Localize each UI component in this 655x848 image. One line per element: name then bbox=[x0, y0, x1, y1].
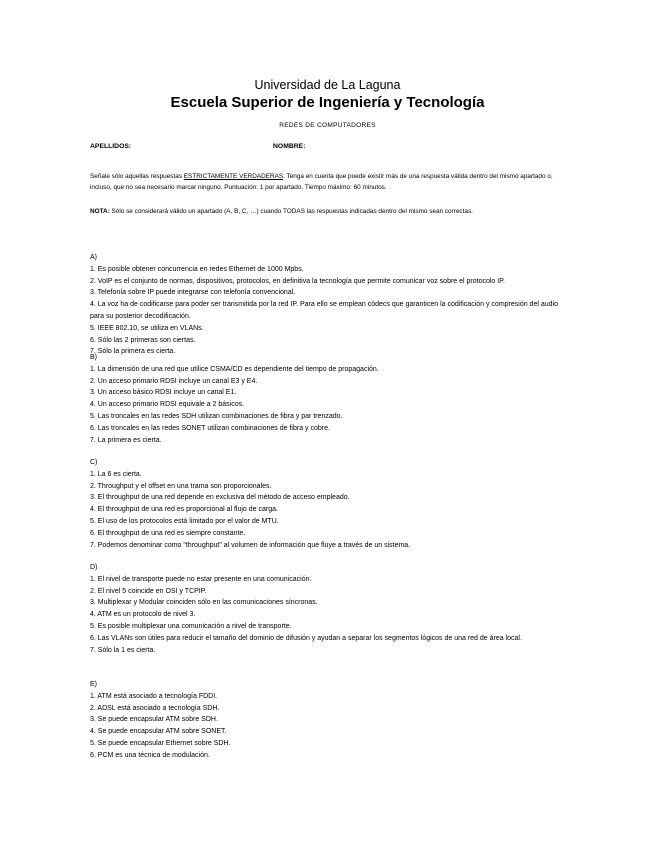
instructions bbox=[90, 171, 565, 193]
school-name: Escuela Superior de Ingeniería y Tecnología bbox=[170, 94, 485, 111]
list-item: 5. IEEE 802.10, se utiliza en VLANs. bbox=[90, 324, 204, 332]
list-item: 3. Telefonía sobre IP puede integrarse con telefonía convencional. bbox=[90, 289, 296, 297]
instructions-suffix: . Tenga en cuenta que puede existir más de una respuesta válida dentro del mismo apartado o, incluso, que no sea necesario marcar ninguno. Puntuación: 1 por apartado. Tiempo máximo: 60 minutos. bbox=[90, 173, 553, 191]
list-item: 4. ATM es un protocolo de nivel 3. bbox=[90, 611, 196, 619]
instructions-emphasis: ESTRICTAMENTE VERDADERAS bbox=[183, 173, 284, 180]
list-item: 6. Las VLANs son útiles para reducir el tamaño del dominio de difusión y ayudan a separar los segmentos lógicos de una red de área local. bbox=[90, 634, 522, 642]
nota-label: NOTA: bbox=[90, 208, 110, 215]
subject-title: REDES DE COMPUTADORES bbox=[279, 122, 376, 129]
list-item: 3. Un acceso básico RDSI incluye un canal E1. bbox=[90, 389, 237, 397]
list-item: 6. Sólo las 2 primeras son ciertas. bbox=[90, 336, 196, 344]
list-item: 4. La voz ha de codificarse para poder ser transmitida por la red IP. Para ello se emplean códecs que garanticen la codificación y compresión del audio para su posterior decodificación. bbox=[90, 301, 558, 320]
list-item: 7. Podemos denominar como "throughput" al volumen de información que fluye a través de un sistema. bbox=[90, 541, 411, 549]
list-item: 6. Las troncales en las redes SONET utilizan combinaciones de fibra y cobre. bbox=[90, 424, 330, 432]
list-item: 4. Un acceso primario RDSI equivale a 2 básicos. bbox=[90, 401, 245, 409]
list-item: 4. Se puede encapsular ATM sobre SONET. bbox=[90, 728, 227, 736]
section-title: A) bbox=[90, 254, 97, 261]
list-item: 4. El throughput de una red es proporcional al flujo de carga. bbox=[90, 506, 278, 514]
section-title: C) bbox=[90, 459, 98, 466]
list-item: 1. La dimensión de una red que utilice CSMA/CD es dependiente del tiempo de propagación. bbox=[90, 365, 379, 373]
list-item: 7. La primera es cierta. bbox=[90, 436, 162, 444]
list-item: 3. El throughput de una red depende en exclusiva del método de acceso empleado. bbox=[90, 494, 350, 502]
section-a bbox=[90, 252, 565, 358]
list-item: 3. Multiplexar y Modular coinciden sólo en las comunicaciones síncronas. bbox=[90, 599, 318, 607]
list-item: 2. Throughput y el offset en una trama son proporcionales. bbox=[90, 482, 272, 490]
section-b bbox=[90, 352, 565, 446]
list-item: 7. Sólo la 1 es cierta. bbox=[90, 646, 156, 654]
section-c bbox=[90, 457, 565, 551]
section-d bbox=[90, 562, 565, 656]
list-item: 1. ATM está asociado a tecnología FDDI. bbox=[90, 692, 218, 700]
section-title: E) bbox=[90, 681, 97, 688]
list-item: 5. El uso de los protocolos está limitado por el valor de MTU. bbox=[90, 517, 279, 525]
list-item: 5. Se puede encapsular Ethernet sobre SDH. bbox=[90, 739, 231, 747]
list-item: 2. VoIP es el conjunto de normas, dispositivos, protocolos, en definitiva la tecnología que permite comunicar voz sobre el protocolo IP. bbox=[90, 277, 505, 285]
section-title: B) bbox=[90, 354, 97, 361]
nota bbox=[90, 206, 565, 217]
list-item: 2. Un acceso primario RDSI incluye un canal E3 y E4. bbox=[90, 377, 258, 385]
apellidos-label: APELLIDOS: bbox=[90, 143, 132, 150]
list-item: 1. La 6 es cierta. bbox=[90, 470, 142, 478]
list-item: 2. El nivel 5 coincide en OSI y TCPIP. bbox=[90, 587, 207, 595]
list-item: 1. Es posible obtener concurrencia en redes Ethernet de 1000 Mpbs. bbox=[90, 265, 304, 273]
list-item: 2. ADSL está asociado a tecnología SDH. bbox=[90, 704, 220, 712]
section-e bbox=[90, 679, 565, 762]
nombre-label: NOMBRE: bbox=[273, 143, 306, 150]
university-name: Universidad de La Laguna bbox=[254, 78, 401, 92]
section-title: D) bbox=[90, 564, 98, 571]
list-item: 3. Se puede encapsular ATM sobre SDH. bbox=[90, 716, 218, 724]
list-item: 7. Sólo la primera es cierta. bbox=[90, 348, 176, 356]
list-item: 6. El throughput de una red es siempre constante. bbox=[90, 529, 246, 537]
nota-text: Sólo se considerará válido un apartado (A, B, C, …) cuando TODAS las respuestas indicadas dentro del mismo sean correctas. bbox=[109, 208, 473, 215]
list-item: 5. Las troncales en las redes SDH utilizan combinaciones de fibra y par trenzado. bbox=[90, 412, 343, 420]
list-item: 5. Es posible multiplexar una comunicación a nivel de transporte. bbox=[90, 622, 292, 630]
list-item: 6. PCM es una técnica de modulación. bbox=[90, 751, 210, 759]
list-item: 1. El nivel de transporte puede no estar presente en una comunicación. bbox=[90, 575, 312, 583]
instructions-prefix: Señale sólo aquellas respuestas bbox=[90, 173, 184, 180]
